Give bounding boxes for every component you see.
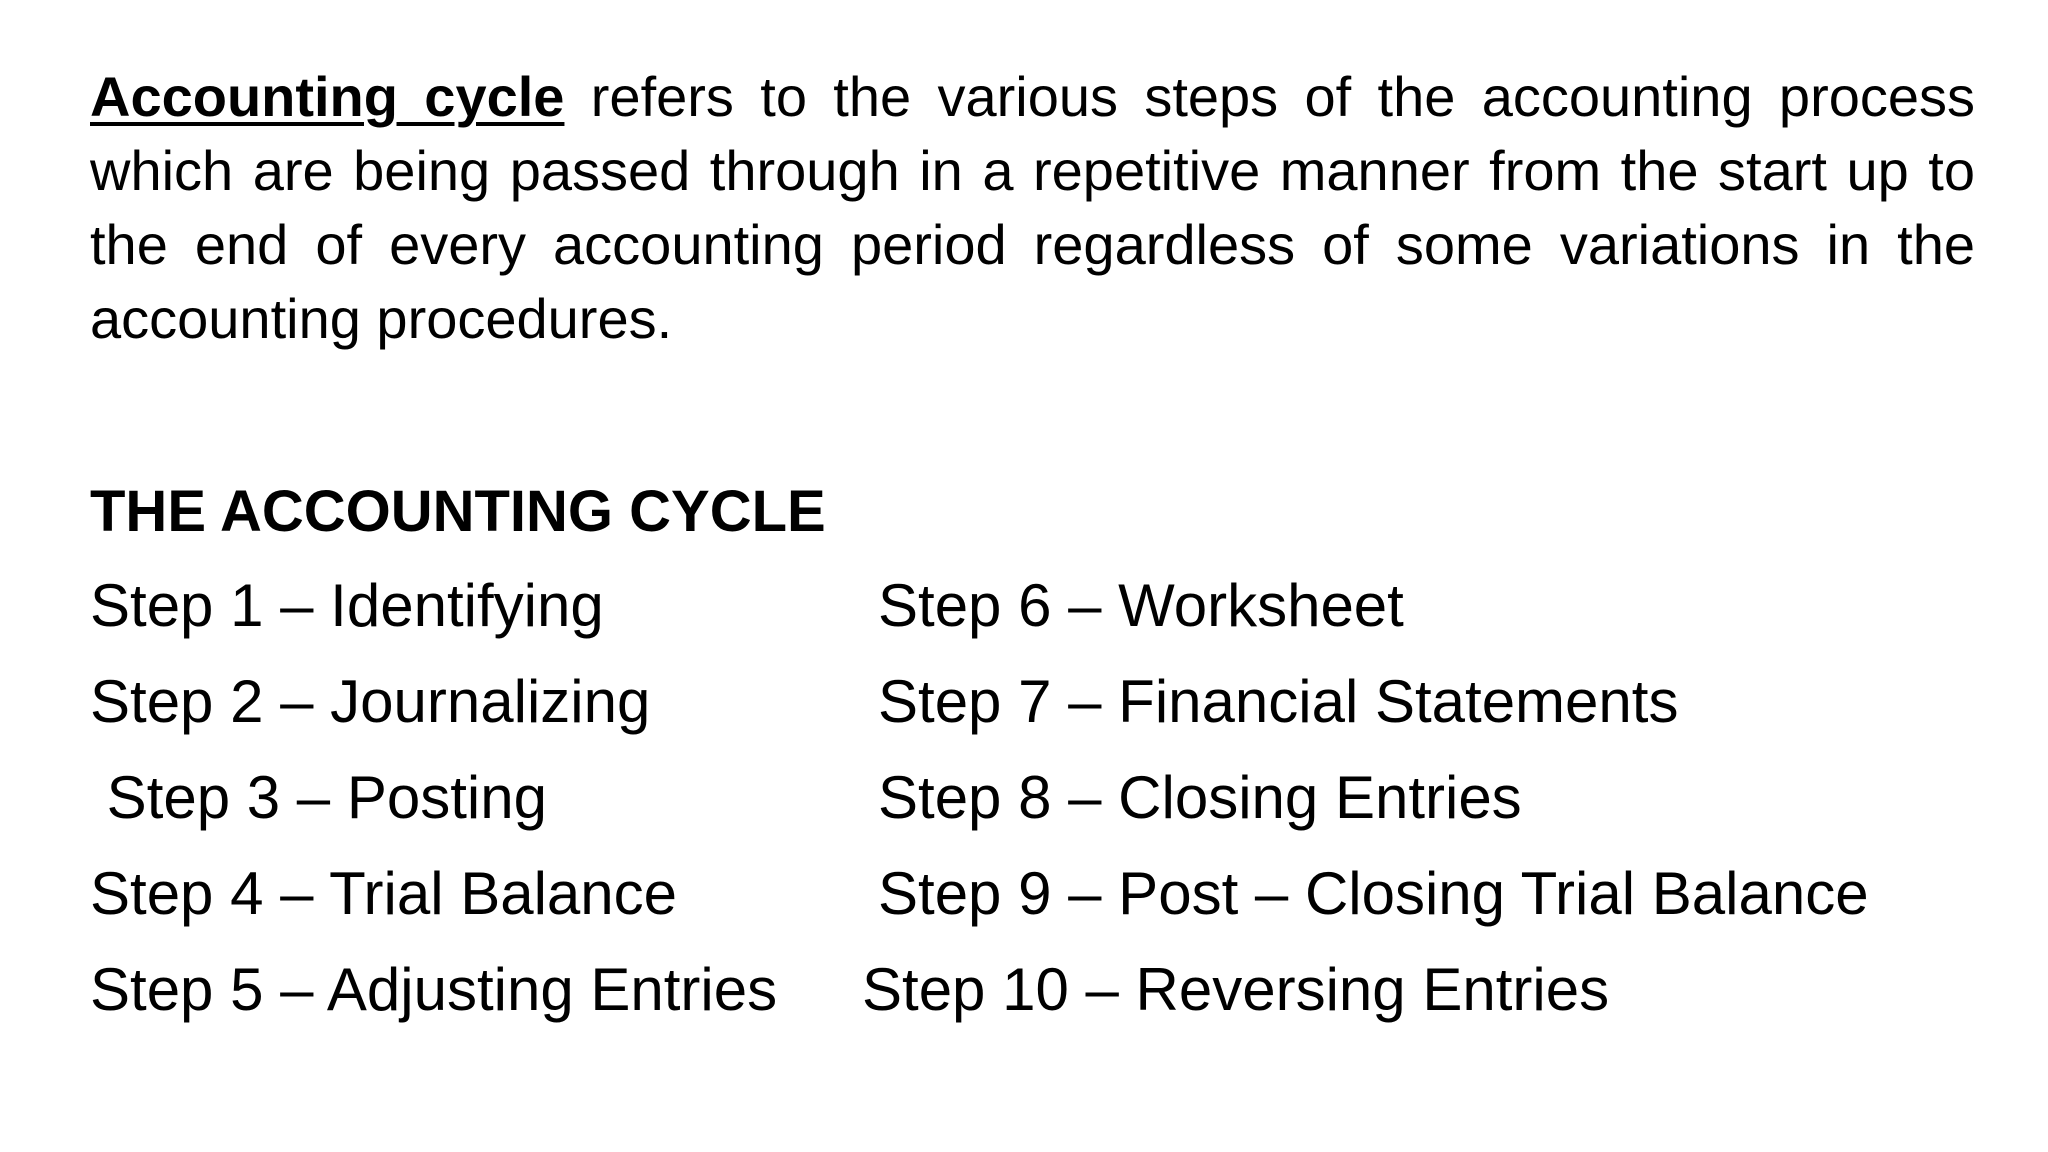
definition-text: refers to the various steps of the accounting process which are being passed through in a repetitive manner from the start up to the end of every accounting period regardless of some variations in the accounting procedures. bbox=[90, 65, 1976, 350]
step-10: Step 10 – Reversing Entries bbox=[862, 956, 1610, 1023]
definition-term: Accounting cycle bbox=[90, 65, 565, 128]
step-8: Step 8 – Closing Entries bbox=[878, 764, 1522, 831]
step-9: Step 9 – Post – Closing Trial Balance bbox=[878, 860, 1869, 927]
step-6: Step 6 – Worksheet bbox=[878, 572, 1404, 639]
step-2: Step 2 – Journalizing bbox=[90, 668, 651, 735]
step-7: Step 7 – Financial Statements bbox=[878, 668, 1679, 735]
cycle-heading: THE ACCOUNTING CYCLE bbox=[90, 479, 826, 544]
step-5: Step 5 – Adjusting Entries bbox=[90, 956, 778, 1023]
step-4: Step 4 – Trial Balance bbox=[90, 860, 678, 927]
step-1: Step 1 – Identifying bbox=[90, 572, 604, 639]
step-3: Step 3 – Posting bbox=[90, 764, 547, 831]
definition-paragraph bbox=[90, 60, 1975, 356]
